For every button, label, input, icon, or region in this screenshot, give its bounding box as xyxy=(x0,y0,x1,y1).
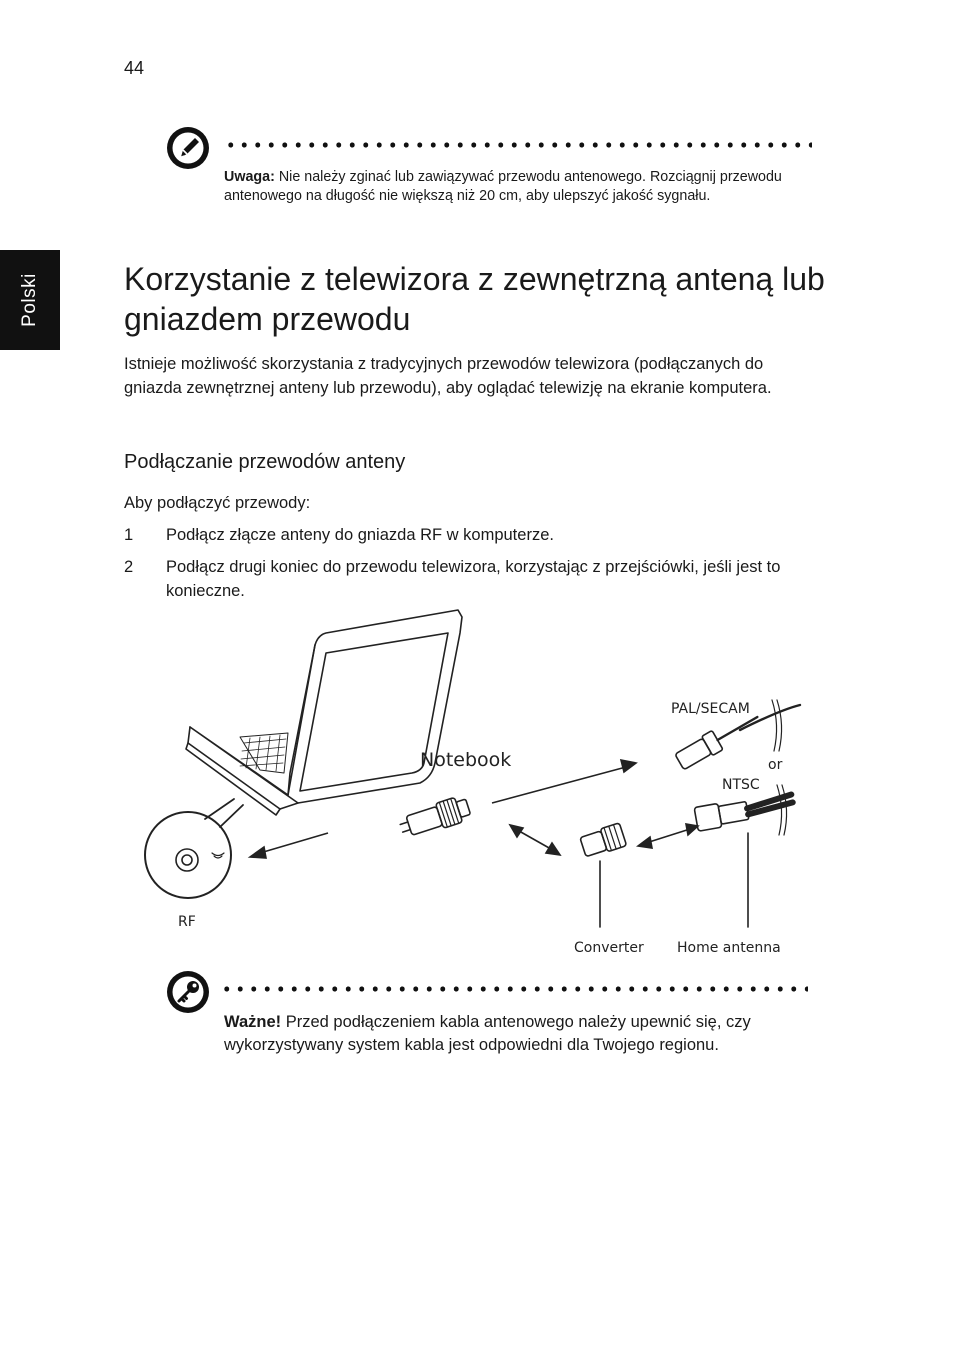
notebook-illustration xyxy=(186,610,462,815)
step-number: 2 xyxy=(124,558,134,576)
note-text xyxy=(224,168,809,206)
subsection-heading: Podłączanie przewodów anteny xyxy=(124,451,406,473)
key-note-icon xyxy=(166,970,210,1014)
page-number: 44 xyxy=(124,58,145,78)
step-text: Podłącz drugi koniec do przewodu telewizora, korzystając z przejściówki, jeśli jest to konieczne. xyxy=(166,558,781,600)
step-text: Podłącz złącze anteny do gniazda RF w komputerze. xyxy=(166,526,554,544)
rf-label: RF xyxy=(178,914,196,930)
steps-lead: Aby podłączyć przewody: xyxy=(124,494,311,512)
notebook-label: Notebook xyxy=(420,749,512,771)
intro-paragraph: Istnieje możliwość skorzystania z tradycyjnych przewodów telewizora (podłączanych do gniazda zewnętrznej anteny lub przewodu), aby oglądać telewizję na ekranie komputera. xyxy=(124,355,772,397)
pal-secam-plug xyxy=(674,707,763,771)
important-text xyxy=(224,1011,794,1057)
pal-secam-label: PAL/SECAM xyxy=(671,701,750,717)
section-heading: Korzystanie z telewizora z zewnętrzną anteną lub gniazdem przewodu xyxy=(124,261,825,337)
important-body: Przed podłączeniem kabla antenowego należy upewnić się, czy wykorzystywany system kabla jest odpowiedni dla Twojego regionu. xyxy=(224,1013,751,1054)
or-label: or xyxy=(768,757,783,773)
connection-diagram xyxy=(140,605,820,965)
language-tab-label: Polski xyxy=(19,273,40,327)
ntsc-label: NTSC xyxy=(722,777,760,793)
home-antenna-label: Home antenna xyxy=(677,940,781,956)
pen-note-icon xyxy=(166,126,210,170)
step-number: 1 xyxy=(124,526,134,544)
rf-plug xyxy=(397,794,472,840)
important-divider xyxy=(220,986,808,992)
converter-adapter xyxy=(579,823,626,859)
important-label: Ważne! xyxy=(224,1013,282,1031)
converter-label: Converter xyxy=(574,940,644,956)
note-body: Nie należy zginać lub zawiązywać przewodu antenowego. Rozciągnij przewodu antenowego na długość nie większą niż 20 cm, aby ulepszyć jakość sygnału. xyxy=(224,169,782,204)
language-tab xyxy=(0,250,60,350)
note-label: Uwaga: xyxy=(224,169,275,185)
note-divider xyxy=(224,142,812,148)
